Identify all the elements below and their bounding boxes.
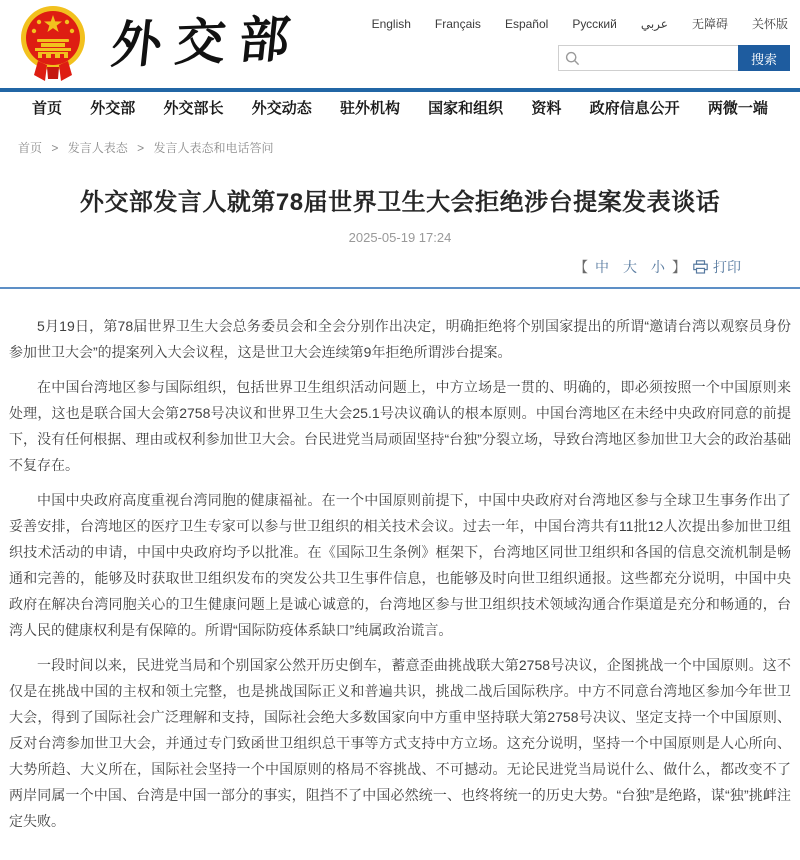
page-title: 外交部发言人就第78届世界卫生大会拒绝涉台提案发表谈话 xyxy=(79,189,721,216)
print-label: 打印 xyxy=(713,259,741,275)
lang-arabic[interactable]: عربي xyxy=(640,16,668,31)
article-body xyxy=(0,289,800,860)
nav-ministry[interactable]: 外交部 xyxy=(90,100,136,117)
nav-gov-info-disclosure[interactable]: 政府信息公开 xyxy=(589,100,680,117)
article-paragraph: 中国中央政府高度重视台湾同胞的健康福祉。在一个中国原则前提下，中国中央政府对台湾地区参与全球卫生事务作出了妥善安排，台湾地区的医疗卫生专家可以参与世卫组织的相关技术会议。过去一年，中国台湾共有11批12人次提出参加世卫组织技术活动的申请，中国中央政府均予以批准。在《国际卫生条例》框架下，台湾地区同世卫组织和各国的信息交流机制是畅通和完善的，能够及时获取世卫组织发布的突发公共卫生事件信息，也能够及时向世卫组织通报。这些都充分说明，中国中央政府在解决台湾同胞关心的卫生健康问题上是诚心诚意的，台湾地区参与世卫组织技术领域沟通合作渠道是充分和畅通的，台湾人民的健康权利是有保障的。所谓“国际防疫体系缺口”纯属政治谎言。 xyxy=(9,492,791,638)
breadcrumb-current-page: 发言人表态和电话答问 xyxy=(153,141,274,155)
article-paragraph: 5月19日，第78届世界卫生大会总务委员会和全会分别作出决定，明确拒绝将个别国家提出的所谓“邀请台湾以观察员身份参加世卫大会”的提案列入大会议程，这是世卫大会连续第9年拒绝所谓涉台提案。 xyxy=(9,318,791,360)
article xyxy=(0,182,800,860)
nav-minister[interactable]: 外交部长 xyxy=(163,100,224,117)
main-nav xyxy=(0,92,800,123)
article-date: 2025-05-19 17:24 xyxy=(348,230,452,245)
mfa-calligraphy-logo: 外交部 xyxy=(108,8,307,75)
breadcrumb-home[interactable]: 首页 xyxy=(18,141,43,155)
national-emblem-icon xyxy=(20,5,86,83)
nav-missions-abroad[interactable]: 驻外机构 xyxy=(339,100,400,117)
site-header xyxy=(0,0,800,88)
breadcrumb-spokesperson-remarks[interactable]: 发言人表态 xyxy=(67,141,128,155)
lang-espanol[interactable]: Español xyxy=(504,16,549,31)
lang-russian[interactable]: Русский xyxy=(572,16,617,31)
nav-diplomatic-activities[interactable]: 外交动态 xyxy=(251,100,312,117)
accessibility-link[interactable]: 无障碍 xyxy=(691,17,728,31)
search-bar xyxy=(558,45,790,71)
breadcrumb-separator: > xyxy=(137,141,145,155)
search-box xyxy=(558,45,738,71)
printer-icon xyxy=(693,260,708,274)
nav-countries-organizations[interactable]: 国家和组织 xyxy=(428,100,504,117)
lang-francais[interactable]: Français xyxy=(434,16,481,31)
font-size-large-button[interactable]: 大 xyxy=(623,259,637,275)
nav-home[interactable]: 首页 xyxy=(32,100,63,117)
language-switcher xyxy=(372,15,788,32)
print-button[interactable] xyxy=(693,257,741,277)
care-version-link[interactable]: 关怀版 xyxy=(751,17,788,31)
font-size-bracket-open: 【 xyxy=(574,259,588,275)
search-button[interactable]: 搜索 xyxy=(738,45,790,71)
font-size-medium-button[interactable]: 中 xyxy=(595,259,609,275)
lang-english[interactable]: English xyxy=(371,16,411,31)
breadcrumb xyxy=(0,123,800,156)
article-paragraph: 一段时间以来，民进党当局和个别国家公然开历史倒车，蓄意歪曲挑战联大第2758号决议，企图挑战一个中国原则。这不仅是在挑战中国的主权和领土完整，也是挑战国际正义和普遍共识，挑战二战后国际秩序。中方不同意台湾地区参加今年世卫大会，得到了国际社会广泛理解和支持，国际社会绝大多数国家向中方重申坚持联大第2758号决议、坚定支持一个中国原则、反对台湾参加世卫大会，并通过专门致函世卫组织总干事等方式支持中方立场。这充分说明，坚持一个中国原则是人心所向、大势所趋、大义所在，国际社会坚持一个中国原则的格局不容挑战、不可撼动。无论民进党当局说什么、做什么，都改变不了两岸同属一个中国、台湾是中国一部分的事实，阻挡不了中国必然统一、也终将统一的历史大势。“台独”是绝路，谋“独”挑衅注定失败。 xyxy=(9,657,791,829)
breadcrumb-separator: > xyxy=(51,141,59,155)
article-controls xyxy=(0,257,800,277)
article-paragraph: 在中国台湾地区参与国际组织，包括世界卫生组织活动问题上，中方立场是一贯的、明确的，即必须按照一个中国原则来处理，这也是联合国大会第2758号决议和世界卫生大会25.1号决议确认的根本原则。中国台湾地区在未经中央政府同意的前提下，没有任何根据、理由或权利参加世卫大会。台民进党当局顽固坚持“台独”分裂立场，导致台湾地区参加世卫大会的政治基础不复存在。 xyxy=(9,379,791,473)
nav-resources[interactable]: 资料 xyxy=(531,100,562,117)
search-input[interactable] xyxy=(559,46,738,70)
font-size-small-button[interactable]: 小 xyxy=(651,259,665,275)
nav-social-media[interactable]: 两微一端 xyxy=(707,100,768,117)
font-size-bracket-close: 】 xyxy=(672,259,686,275)
search-icon xyxy=(565,51,580,66)
